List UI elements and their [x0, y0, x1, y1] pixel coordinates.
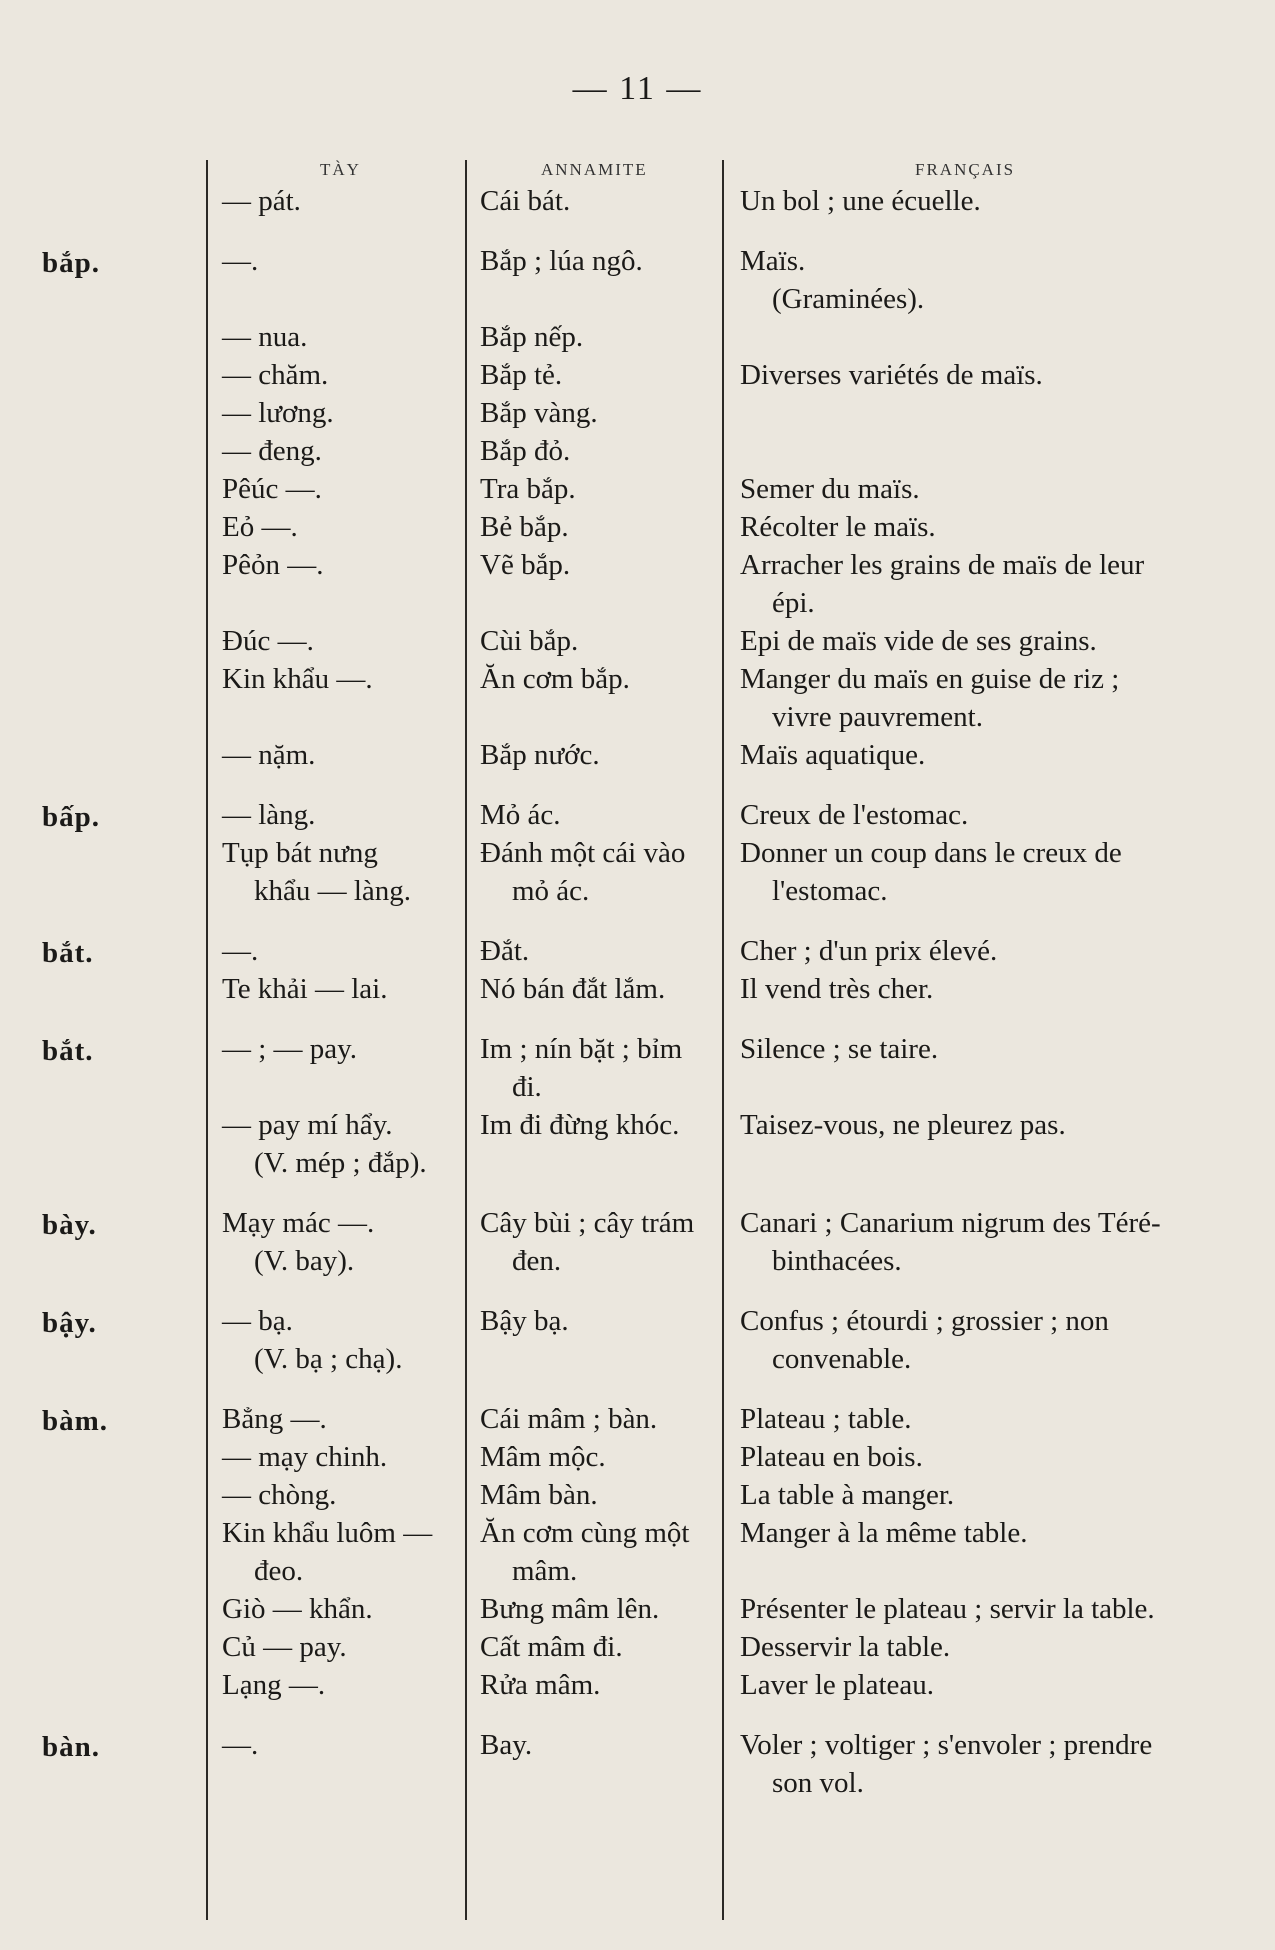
tay-cell-line: Kin khẩu luôm —: [222, 1517, 433, 1549]
annamite-cell-line: Cùi bắp.: [480, 625, 579, 657]
tay-cell-line: (V. bạ ; chạ).: [254, 1343, 403, 1375]
tay-cell-line: — ; — pay.: [222, 1033, 358, 1065]
francais-cell-line: Maïs aquatique.: [740, 739, 926, 771]
tay-cell: [222, 470, 462, 508]
page-number: — 11 —: [572, 70, 703, 107]
annamite-cell-line: Tra bắp.: [480, 473, 576, 505]
francais-cell-line: Arracher les grains de maïs de leur: [740, 549, 1145, 581]
entry-row: [0, 356, 1275, 394]
francais-cell-line: Un bol ; une écuelle.: [740, 185, 981, 217]
tay-cell: [222, 970, 462, 1008]
tay-cell: [222, 1476, 462, 1514]
annamite-cell-line: Bậy bạ.: [480, 1305, 569, 1337]
francais-cell: [740, 1726, 1210, 1802]
headword: bậy.: [42, 1307, 97, 1339]
annamite-cell-line: Bắp nếp.: [480, 321, 584, 353]
francais-cell-line: La table à manger.: [740, 1479, 955, 1511]
annamite-cell: [480, 318, 720, 356]
annamite-cell-line: Im đi đừng khóc.: [480, 1109, 680, 1141]
tay-cell-line: Eỏ —.: [222, 511, 298, 543]
tay-cell: [222, 394, 462, 432]
entry-list: [0, 182, 1275, 1802]
annamite-cell-line: Bay.: [480, 1729, 533, 1761]
francais-cell-line: épi.: [772, 587, 815, 619]
francais-cell-line: Plateau en bois.: [740, 1441, 923, 1473]
headword: bấp.: [42, 801, 101, 833]
dictionary-entry: [0, 1030, 1275, 1182]
entry-row: [0, 1400, 1275, 1438]
annamite-cell: [480, 1590, 720, 1628]
annamite-cell-line: Mâm bàn.: [480, 1479, 598, 1511]
entry-row: [0, 970, 1275, 1008]
tay-cell: [222, 932, 462, 970]
annamite-cell: [480, 1204, 720, 1280]
entry-row: [0, 1666, 1275, 1704]
francais-cell: [740, 242, 1210, 318]
tay-cell-line: — bạ.: [222, 1305, 293, 1337]
annamite-cell-line: Đắt.: [480, 935, 530, 967]
annamite-cell-line: Mỏ ác.: [480, 799, 561, 831]
annamite-cell: [480, 1726, 720, 1764]
francais-cell: [740, 1302, 1210, 1378]
tay-cell: [222, 1302, 462, 1378]
tay-cell: [222, 834, 462, 910]
tay-cell-line: — chòng.: [222, 1479, 337, 1511]
tay-cell-line: Pêỏn —.: [222, 549, 324, 581]
francais-cell-line: l'estomac.: [772, 875, 888, 907]
francais-cell: [740, 470, 1210, 508]
annamite-cell: [480, 242, 720, 280]
entry-row: [0, 1726, 1275, 1802]
entry-row: [0, 622, 1275, 660]
tay-cell-line: — mạy chinh.: [222, 1441, 388, 1473]
tay-cell: [222, 1726, 462, 1764]
entry-row: [0, 834, 1275, 910]
tay-cell-line: —.: [222, 1729, 259, 1761]
tay-cell-line: khẩu — làng.: [254, 875, 412, 907]
entry-row: [0, 736, 1275, 774]
annamite-cell: [480, 1666, 720, 1704]
francais-cell-line: Manger à la même table.: [740, 1517, 1028, 1549]
annamite-cell: [480, 546, 720, 584]
annamite-cell-line: Bắp đỏ.: [480, 435, 571, 467]
annamite-cell-line: Nó bán đắt lắm.: [480, 973, 666, 1005]
tay-cell-line: —.: [222, 245, 259, 277]
tay-cell: [222, 318, 462, 356]
tay-cell-line: — chăm.: [222, 359, 329, 391]
annamite-cell: [480, 1400, 720, 1438]
francais-cell: [740, 932, 1210, 970]
annamite-cell-line: mỏ ác.: [512, 875, 590, 907]
annamite-cell-line: Cái bát.: [480, 185, 571, 217]
tay-cell: [222, 1204, 462, 1280]
headword: bắt.: [42, 1035, 94, 1067]
dictionary-entry: [0, 932, 1275, 1008]
column-header-tay: TÀY: [320, 160, 361, 179]
entry-row: [0, 242, 1275, 318]
francais-cell-line: Desservir la table.: [740, 1631, 951, 1663]
entry-row: [0, 1590, 1275, 1628]
annamite-cell: [480, 394, 720, 432]
dictionary-entry: [0, 242, 1275, 774]
francais-cell-line: Laver le plateau.: [740, 1669, 935, 1701]
francais-cell: [740, 356, 1210, 394]
francais-cell: [740, 546, 1210, 622]
entry-row: [0, 1106, 1275, 1182]
annamite-cell-line: Im ; nín bặt ; bỉm: [480, 1033, 683, 1065]
annamite-cell: [480, 932, 720, 970]
francais-cell-line: son vol.: [772, 1767, 864, 1799]
annamite-cell: [480, 736, 720, 774]
francais-cell-line: vivre pauvrement.: [772, 701, 983, 733]
entry-row: [0, 1302, 1275, 1378]
entry-row: [0, 508, 1275, 546]
francais-cell: [740, 970, 1210, 1008]
annamite-cell-line: Cất mâm đi.: [480, 1631, 623, 1663]
entry-row: [0, 546, 1275, 622]
annamite-cell-line: Bắp ; lúa ngô.: [480, 245, 643, 277]
francais-cell: [740, 1476, 1210, 1514]
tay-cell-line: (V. mép ; đắp).: [254, 1147, 427, 1179]
entry-row: [0, 1204, 1275, 1280]
tay-cell: [222, 1590, 462, 1628]
francais-cell: [740, 508, 1210, 546]
tay-cell: [222, 182, 462, 220]
francais-cell-line: Manger du maïs en guise de riz ;: [740, 663, 1120, 695]
francais-cell: [740, 660, 1210, 736]
annamite-cell: [480, 1628, 720, 1666]
annamite-cell: [480, 182, 720, 220]
francais-cell-line: Il vend très cher.: [740, 973, 934, 1005]
entry-row: [0, 1514, 1275, 1590]
francais-cell-line: Diverses variétés de maïs.: [740, 359, 1043, 391]
francais-cell-line: Taisez-vous, ne pleurez pas.: [740, 1109, 1066, 1141]
headword: bắt.: [42, 937, 94, 969]
tay-cell: [222, 660, 462, 698]
annamite-cell: [480, 834, 720, 910]
francais-cell-line: (Graminées).: [772, 283, 925, 315]
tay-cell-line: — đeng.: [222, 435, 322, 467]
annamite-cell: [480, 796, 720, 834]
tay-cell: [222, 1514, 462, 1590]
annamite-cell-line: Mâm mộc.: [480, 1441, 606, 1473]
tay-cell: [222, 508, 462, 546]
francais-cell: [740, 1204, 1210, 1280]
francais-cell: [740, 1590, 1210, 1628]
tay-cell: [222, 1438, 462, 1476]
entry-row: [0, 1030, 1275, 1106]
tay-cell: [222, 356, 462, 394]
francais-cell-line: Récolter le maïs.: [740, 511, 936, 543]
annamite-cell: [480, 1476, 720, 1514]
annamite-cell-line: Ăn cơm cùng một: [480, 1517, 690, 1549]
francais-cell-line: binthacées.: [772, 1245, 902, 1277]
tay-cell-line: Tụp bát nưng: [222, 837, 378, 869]
francais-cell-line: Semer du maïs.: [740, 473, 920, 505]
annamite-cell-line: Cái mâm ; bàn.: [480, 1403, 658, 1435]
tay-cell-line: Pêúc —.: [222, 473, 322, 505]
francais-cell-line: Epi de maïs vide de ses grains.: [740, 625, 1097, 657]
annamite-cell: [480, 1030, 720, 1106]
annamite-cell-line: mâm.: [512, 1555, 578, 1587]
tay-cell-line: Lạng —.: [222, 1669, 326, 1701]
francais-cell: [740, 1030, 1210, 1068]
dictionary-entry: [0, 1204, 1275, 1280]
entry-row: [0, 182, 1275, 220]
entry-row: [0, 432, 1275, 470]
dictionary-entry: [0, 796, 1275, 910]
tay-cell-line: Kin khẩu —.: [222, 663, 373, 695]
annamite-cell-line: Cây bùi ; cây trám: [480, 1207, 695, 1239]
francais-cell-line: Confus ; étourdi ; grossier ; non: [740, 1305, 1109, 1337]
entry-row: [0, 796, 1275, 834]
francais-cell: [740, 182, 1210, 220]
tay-cell-line: —.: [222, 935, 259, 967]
tay-cell: [222, 796, 462, 834]
annamite-cell: [480, 1302, 720, 1340]
tay-cell: [222, 1666, 462, 1704]
francais-cell-line: Creux de l'estomac.: [740, 799, 969, 831]
francais-cell: [740, 1400, 1210, 1438]
francais-cell: [740, 1514, 1210, 1552]
annamite-cell: [480, 622, 720, 660]
francais-cell: [740, 1666, 1210, 1704]
tay-cell: [222, 1030, 462, 1068]
francais-cell-line: Maïs.: [740, 245, 806, 277]
francais-cell-line: Cher ; d'un prix élevé.: [740, 935, 998, 967]
tay-cell-line: (V. bay).: [254, 1245, 355, 1277]
tay-cell-line: — làng.: [222, 799, 316, 831]
francais-cell-line: Canari ; Canarium nigrum des Téré-: [740, 1207, 1161, 1239]
entry-row: [0, 470, 1275, 508]
francais-cell-line: Silence ; se taire.: [740, 1033, 939, 1065]
tay-cell: [222, 1106, 462, 1182]
tay-cell-line: Giò — khẩn.: [222, 1593, 373, 1625]
tay-cell: [222, 546, 462, 584]
annamite-cell: [480, 356, 720, 394]
tay-cell: [222, 432, 462, 470]
tay-cell: [222, 622, 462, 660]
francais-cell-line: Voler ; voltiger ; s'envoler ; prendre: [740, 1729, 1153, 1761]
annamite-cell-line: Đánh một cái vào: [480, 837, 686, 869]
francais-cell: [740, 1438, 1210, 1476]
column-header-annamite: ANNAMITE: [541, 160, 648, 179]
headword: bắp.: [42, 247, 101, 279]
francais-cell: [740, 1106, 1210, 1144]
tay-cell: [222, 242, 462, 280]
tay-cell-line: — nặm.: [222, 739, 316, 771]
tay-cell-line: — lương.: [222, 397, 334, 429]
tay-cell-line: Bẳng —.: [222, 1403, 327, 1435]
francais-cell-line: Plateau ; table.: [740, 1403, 912, 1435]
tay-cell: [222, 736, 462, 774]
headword: bàn.: [42, 1731, 101, 1763]
annamite-cell-line: Bắp nước.: [480, 739, 600, 771]
entry-row: [0, 1438, 1275, 1476]
tay-cell-line: Củ — pay.: [222, 1631, 347, 1663]
entry-row: [0, 1476, 1275, 1514]
francais-cell-line: convenable.: [772, 1343, 912, 1375]
tay-cell-line: — pay mí hẩy.: [222, 1109, 393, 1141]
entry-row: [0, 318, 1275, 356]
annamite-cell: [480, 1106, 720, 1144]
francais-cell: [740, 736, 1210, 774]
headword: bày.: [42, 1209, 97, 1241]
entry-row: [0, 394, 1275, 432]
francais-cell: [740, 796, 1210, 834]
dictionary-entry: [0, 182, 1275, 220]
annamite-cell: [480, 970, 720, 1008]
tay-cell-line: Đúc —.: [222, 625, 314, 657]
annamite-cell: [480, 508, 720, 546]
tay-cell: [222, 1628, 462, 1666]
annamite-cell: [480, 432, 720, 470]
entry-row: [0, 932, 1275, 970]
annamite-cell-line: Bưng mâm lên.: [480, 1593, 660, 1625]
francais-cell: [740, 1628, 1210, 1666]
entry-row: [0, 660, 1275, 736]
annamite-cell: [480, 1438, 720, 1476]
annamite-cell-line: Vẽ bắp.: [480, 549, 571, 581]
francais-cell: [740, 834, 1210, 910]
dictionary-entry: [0, 1302, 1275, 1378]
tay-cell-line: — pát.: [222, 185, 301, 217]
entry-row: [0, 1628, 1275, 1666]
annamite-cell-line: Rửa mâm.: [480, 1669, 601, 1701]
tay-cell-line: đeo.: [254, 1555, 304, 1587]
dictionary-entry: [0, 1726, 1275, 1802]
tay-cell-line: — nua.: [222, 321, 308, 353]
annamite-cell: [480, 660, 720, 698]
annamite-cell: [480, 1514, 720, 1590]
annamite-cell: [480, 470, 720, 508]
francais-cell: [740, 622, 1210, 660]
column-header-francais: FRANÇAIS: [915, 160, 1016, 179]
annamite-cell-line: đen.: [512, 1245, 562, 1277]
annamite-cell-line: Bắp tẻ.: [480, 359, 563, 391]
headword: bàm.: [42, 1405, 109, 1437]
tay-cell: [222, 1400, 462, 1438]
tay-cell-line: Mạy mác —.: [222, 1207, 375, 1239]
annamite-cell-line: đi.: [512, 1071, 542, 1103]
dictionary-entry: [0, 1400, 1275, 1704]
annamite-cell-line: Ăn cơm bắp.: [480, 663, 630, 695]
francais-cell-line: Présenter le plateau ; servir la table.: [740, 1593, 1155, 1625]
tay-cell-line: Te khải — lai.: [222, 973, 388, 1005]
annamite-cell-line: Bẻ bắp.: [480, 511, 569, 543]
annamite-cell-line: Bắp vàng.: [480, 397, 598, 429]
francais-cell-line: Donner un coup dans le creux de: [740, 837, 1122, 869]
